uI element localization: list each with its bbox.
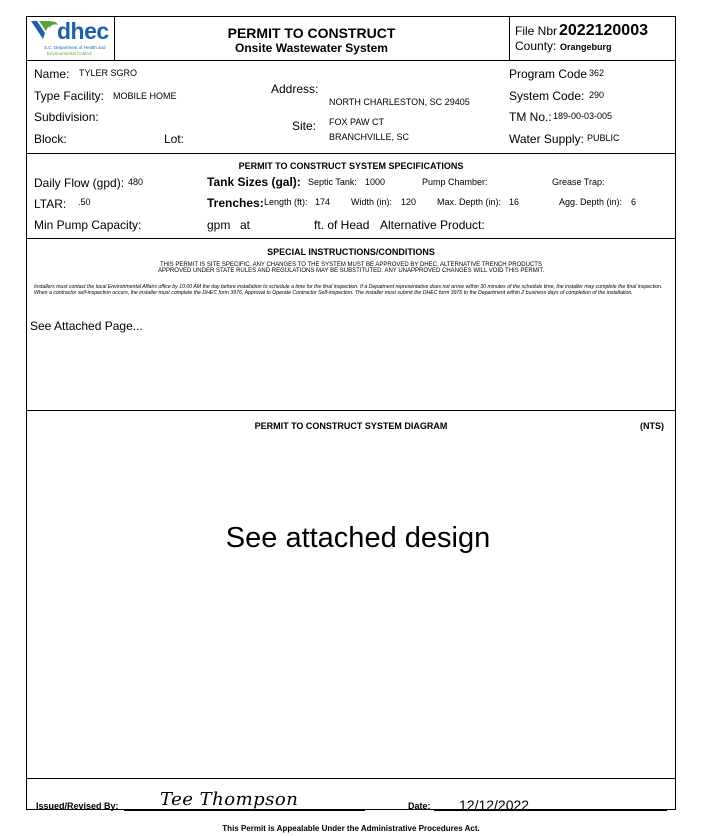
length-value: 174 (315, 197, 331, 207)
frame-right (675, 16, 676, 809)
agg-depth-value: 6 (631, 197, 637, 207)
block-label: Block: (34, 132, 67, 146)
daily-flow-label: Daily Flow (gpd): (34, 176, 125, 190)
diagram-bottom-rule (26, 778, 676, 779)
info-bottom-rule (26, 153, 676, 154)
county-value: Orangeburg (560, 42, 612, 52)
date-value: 12/12/2022 (459, 797, 530, 813)
tm-no-label: TM No.: (509, 110, 552, 124)
head-label: ft. of Head (314, 218, 370, 232)
site-line2: BRANCHVILLE, SC (329, 132, 410, 142)
dhec-logo-sub2: Environmental Control (47, 51, 92, 56)
gpm-label: gpm (207, 218, 231, 232)
site-label: Site: (292, 119, 317, 133)
lot-label: Lot: (164, 132, 185, 146)
alt-product-label: Alternative Product: (380, 218, 485, 232)
septic-tank-label: Septic Tank: (308, 177, 357, 187)
length-label: Length (ft): (264, 197, 308, 207)
septic-tank-value: 1000 (365, 177, 386, 187)
name-value: TYLER SGRO (79, 68, 138, 78)
site-line1: FOX PAW CT (329, 117, 384, 127)
ltar-value: .50 (78, 197, 91, 207)
tm-no-value: 189-00-03-005 (553, 111, 613, 121)
permit-title: PERMIT TO CONSTRUCT (227, 25, 396, 41)
frame-left (26, 16, 27, 809)
type-facility-label: Type Facility: (34, 89, 105, 103)
width-label: Width (in): (351, 197, 393, 207)
dhec-logo-sub1: S.C. Department of Health and (44, 45, 106, 50)
at-label: at (240, 218, 251, 232)
tank-sizes-label: Tank Sizes (gal): (207, 175, 301, 189)
system-code-value: 290 (589, 90, 605, 100)
dhec-logo-icon (29, 19, 59, 41)
specs-bottom-rule (26, 238, 676, 239)
permit-subtitle: Onsite Wastewater System (235, 41, 388, 55)
subdivision-label: Subdivision: (34, 110, 99, 124)
water-supply-value: PUBLIC (587, 133, 620, 143)
min-pump-label: Min Pump Capacity: (34, 218, 142, 232)
program-code-value: 362 (589, 68, 605, 78)
frame-top (26, 16, 676, 17)
file-nbr-label: File Nbr (515, 24, 558, 38)
address-value: NORTH CHARLESTON, SC 29405 (329, 97, 470, 107)
site-specific-notice-1: THIS PERMIT IS SITE SPECIFIC. ANY CHANGES TO THE SYSTEM MUST BE APPROVED BY DHEC. ALTERNATIVE TRENCH PRODUCTS (160, 262, 542, 268)
name-label: Name: (34, 67, 70, 81)
file-divider (509, 16, 510, 60)
issued-by-label: Issued/Revised By: (36, 801, 119, 811)
daily-flow-value: 480 (128, 177, 144, 187)
program-code-label: Program Code (509, 67, 588, 81)
county-label: County: (515, 39, 557, 53)
date-label: Date: (408, 801, 431, 811)
type-facility-value: MOBILE HOME (113, 91, 177, 101)
diagram-heading: PERMIT TO CONSTRUCT SYSTEM DIAGRAM (254, 421, 448, 431)
installer-note: Installers must contact the local Environmental Affairs office by 10:00 AM the day before installation to schedule a time for the final inspection. If a Depatment representative does not arrive within 30 minutes of the schedule time, the installer may complete the final inspection. When a contractor self-inspection occurs, the installer must complete the DHEC form 3976, Approval to Operate Contractor Self-inspection. The installer must submit the DHEC form 3976 to the Department within 2 business days of completion of the installation. (34, 284, 663, 296)
appeal-notice: This Permit is Appealable Under the Administrative Procedures Act. (222, 824, 480, 833)
system-code-label: System Code: (509, 89, 585, 103)
width-value: 120 (401, 197, 417, 207)
water-supply-label: Water Supply: (509, 132, 584, 146)
address-label: Address: (271, 82, 319, 96)
dhec-logo-text: dhec (57, 18, 109, 44)
signature: Tee Thompson (160, 789, 299, 810)
dhec-logo (29, 19, 113, 59)
file-nbr-value: 2022120003 (559, 22, 648, 39)
ltar-label: LTAR: (34, 197, 67, 211)
max-depth-value: 16 (509, 197, 520, 207)
special-bottom-rule (26, 410, 676, 411)
see-attached-page: See Attached Page... (30, 319, 143, 333)
nts-label: (NTS) (640, 421, 664, 431)
header-bottom-rule (26, 60, 676, 61)
issued-by-underline (124, 810, 365, 811)
grease-trap-label: Grease Trap: (552, 177, 605, 187)
diagram-body: See attached design (225, 522, 491, 554)
pump-chamber-label: Pump Chamber: (422, 177, 488, 187)
specs-heading: PERMIT TO CONSTRUCT SYSTEM SPECIFICATIONS (238, 161, 464, 171)
max-depth-label: Max. Depth (in): (437, 197, 502, 207)
site-specific-notice-2: APPROVED UNDER STATE RULES AND REGULATIONS MAY BE SUBSTITUTED. ANY UNAPPROVED CHANGES WILL VOID THIS PERMIT. (157, 268, 545, 274)
special-heading: SPECIAL INSTRUCTIONS/CONDITIONS (267, 247, 435, 257)
trenches-label: Trenches: (207, 196, 264, 210)
agg-depth-label: Agg. Depth (in): (559, 197, 623, 207)
